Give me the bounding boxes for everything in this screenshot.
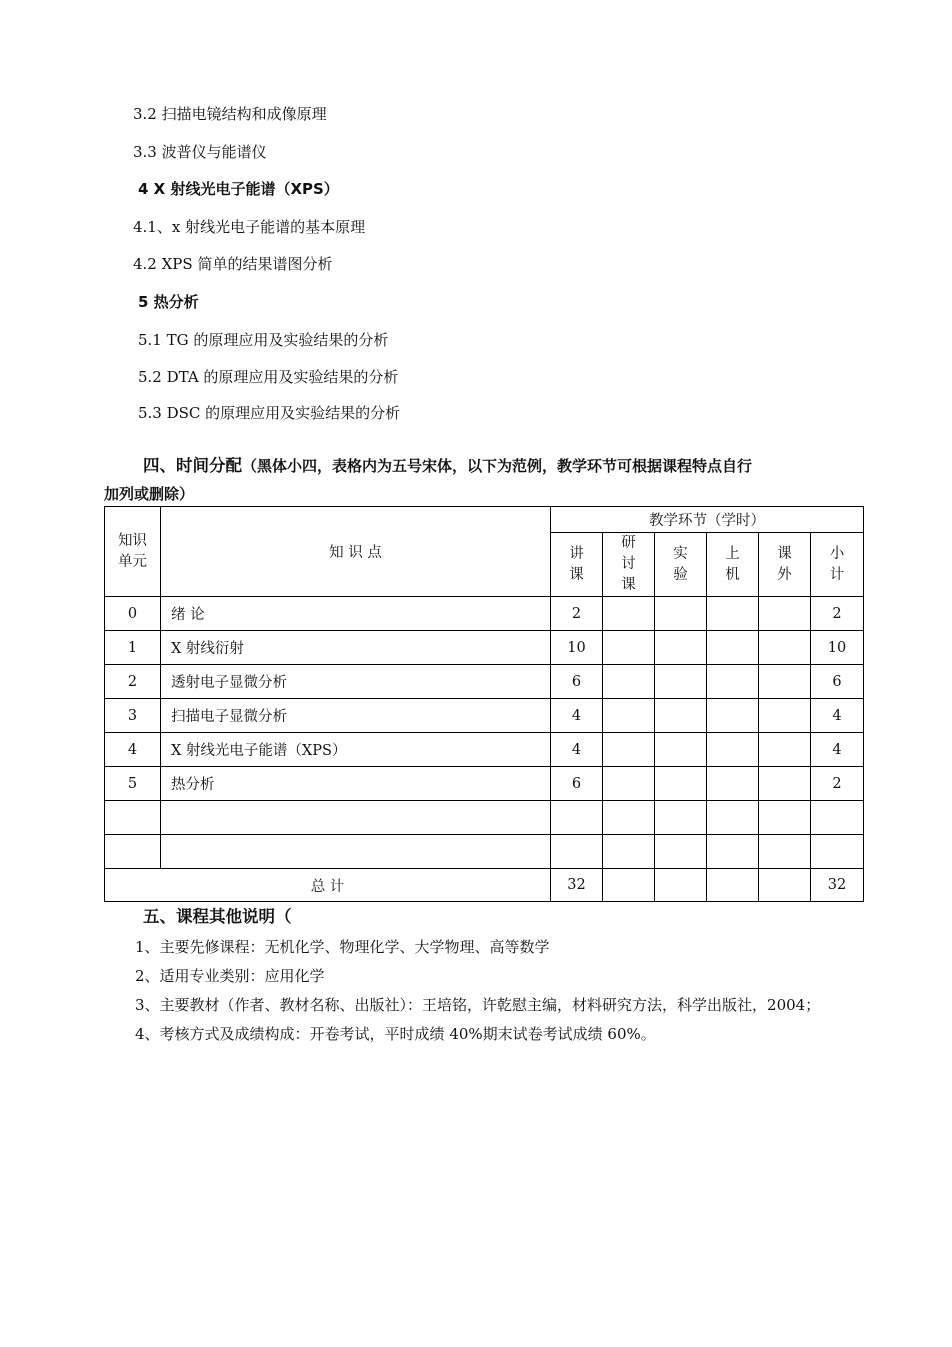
outline-4-heading: 4 X 射线光电子能谱（XPS） (138, 180, 339, 198)
cell-unit: 3 (105, 699, 161, 733)
table-row (105, 665, 864, 699)
cell-point: 扫描电子显微分析 (161, 699, 551, 733)
total-label: 总 计 (105, 869, 551, 902)
cell-unit: 5 (105, 767, 161, 801)
cell-unit (105, 835, 161, 869)
cell-subtotal: 2 (811, 767, 864, 801)
cell-lab (655, 733, 707, 767)
cell-unit: 4 (105, 733, 161, 767)
cell-lecture (551, 835, 603, 869)
cell-subtotal: 6 (811, 665, 864, 699)
cell-lab (655, 631, 707, 665)
section5-title: 五、课程其他说明（ (143, 907, 292, 926)
cell-seminar (603, 597, 655, 631)
cell-unit: 0 (105, 597, 161, 631)
outline-5-heading: 5 热分析 (138, 293, 199, 311)
cell-point (161, 801, 551, 835)
header-extracurricular: 课 外 (759, 533, 811, 597)
cell-subtotal: 4 (811, 699, 864, 733)
outline-5-1: 5.1 TG 的原理应用及实验结果的分析 (138, 331, 389, 349)
total-extra (759, 869, 811, 902)
table-row (105, 733, 864, 767)
cell-point: 透射电子显微分析 (161, 665, 551, 699)
cell-point: 绪 论 (161, 597, 551, 631)
total-seminar (603, 869, 655, 902)
header-knowledge-unit: 知识 单元 (105, 507, 161, 597)
cell-computer (707, 767, 759, 801)
cell-unit (105, 801, 161, 835)
header-teaching-links: 教学环节（学时） (551, 507, 864, 533)
cell-extra (759, 835, 811, 869)
outline-5-3: 5.3 DSC 的原理应用及实验结果的分析 (138, 404, 401, 422)
cell-seminar (603, 767, 655, 801)
cell-lab (655, 767, 707, 801)
total-lecture: 32 (551, 869, 603, 902)
cell-extra (759, 801, 811, 835)
cell-point: X 射线光电子能谱（XPS） (161, 733, 551, 767)
cell-seminar (603, 631, 655, 665)
outline-5-2: 5.2 DTA 的原理应用及实验结果的分析 (138, 368, 399, 386)
outline-4-1: 4.1、x 射线光电子能谱的基本原理 (133, 218, 366, 236)
total-lab (655, 869, 707, 902)
table-row (105, 631, 864, 665)
cell-seminar (603, 733, 655, 767)
cell-subtotal (811, 801, 864, 835)
cell-computer (707, 597, 759, 631)
cell-lecture: 4 (551, 699, 603, 733)
cell-subtotal: 4 (811, 733, 864, 767)
cell-seminar (603, 835, 655, 869)
cell-extra (759, 665, 811, 699)
section4-note: （黑体小四，表格内为五号宋体，以下为范例，教学环节可根据课程特点自行 (242, 457, 753, 475)
outline-4-2: 4.2 XPS 简单的结果谱图分析 (133, 255, 333, 273)
cell-unit: 1 (105, 631, 161, 665)
section4-title: 四、时间分配 (143, 456, 242, 475)
cell-extra (759, 767, 811, 801)
section5-item-3: 3、主要教材（作者、教材名称、出版社）：王培铭，许乾慰主编，材料研究方法，科学出版社，2004； (135, 996, 821, 1014)
cell-lecture: 4 (551, 733, 603, 767)
section4-heading (143, 455, 752, 477)
table-row (105, 597, 864, 631)
cell-lab (655, 835, 707, 869)
cell-subtotal (811, 835, 864, 869)
total-computer (707, 869, 759, 902)
cell-extra (759, 631, 811, 665)
cell-unit: 2 (105, 665, 161, 699)
header-seminar: 研 讨 课 (603, 533, 655, 597)
cell-lab (655, 597, 707, 631)
cell-lab (655, 665, 707, 699)
cell-computer (707, 699, 759, 733)
cell-lecture: 6 (551, 665, 603, 699)
outline-3-2: 3.2 扫描电镜结构和成像原理 (133, 105, 327, 123)
cell-subtotal: 2 (811, 597, 864, 631)
section4-note-cont: 加列或删除） (104, 485, 195, 503)
section5-item-4: 4、考核方式及成绩构成：开卷考试，平时成绩 40%期末试卷考试成绩 60%。 (135, 1025, 656, 1043)
cell-extra (759, 699, 811, 733)
cell-extra (759, 597, 811, 631)
header-lecture: 讲 课 (551, 533, 603, 597)
section5-item-1: 1、主要先修课程：无机化学、物理化学、大学物理、高等数学 (135, 938, 550, 956)
cell-lab (655, 699, 707, 733)
section5-item-2: 2、适用专业类别：应用化学 (135, 967, 325, 985)
cell-lab (655, 801, 707, 835)
header-computer: 上 机 (707, 533, 759, 597)
cell-point (161, 835, 551, 869)
table-row (105, 699, 864, 733)
cell-computer (707, 733, 759, 767)
cell-computer (707, 631, 759, 665)
cell-point: X 射线衍射 (161, 631, 551, 665)
cell-extra (759, 733, 811, 767)
cell-seminar (603, 801, 655, 835)
cell-lecture (551, 801, 603, 835)
cell-lecture: 6 (551, 767, 603, 801)
header-knowledge-point: 知 识 点 (161, 507, 551, 597)
cell-seminar (603, 665, 655, 699)
outline-3-3: 3.3 波普仪与能谱仪 (133, 143, 267, 161)
cell-computer (707, 665, 759, 699)
total-subtotal: 32 (811, 869, 864, 902)
table-row (105, 767, 864, 801)
table-row (105, 801, 864, 835)
time-allocation-table (104, 506, 864, 902)
cell-point: 热分析 (161, 767, 551, 801)
table-row (105, 835, 864, 869)
cell-computer (707, 835, 759, 869)
header-subtotal: 小 计 (811, 533, 864, 597)
cell-lecture: 2 (551, 597, 603, 631)
cell-subtotal: 10 (811, 631, 864, 665)
cell-computer (707, 801, 759, 835)
cell-lecture: 10 (551, 631, 603, 665)
cell-seminar (603, 699, 655, 733)
header-lab: 实 验 (655, 533, 707, 597)
